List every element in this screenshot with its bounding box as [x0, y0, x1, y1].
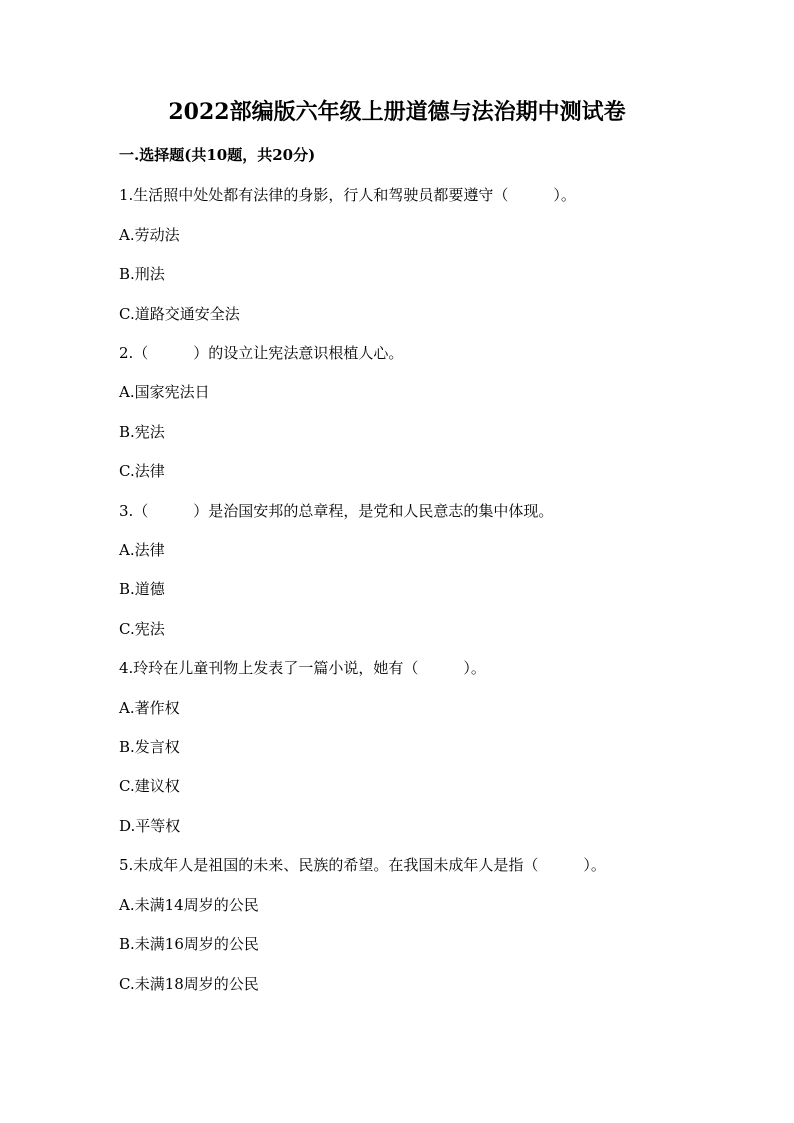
question-5-stem: 5.未成年人是祖国的未来、民族的希望。在我国未成年人是指（ ）。	[119, 856, 606, 874]
question-2-option-a: A.国家宪法日	[119, 383, 210, 401]
question-3-option-a: A.法律	[119, 541, 165, 559]
document-title: 2022部编版六年级上册道德与法治期中测试卷	[168, 99, 626, 125]
question-3-option-b: B.道德	[119, 580, 165, 598]
question-5-option-a: A.未满14周岁的公民	[119, 896, 259, 914]
question-5-option-b: B.未满16周岁的公民	[119, 935, 259, 953]
question-1-option-c: C.道路交通安全法	[119, 305, 240, 323]
question-4-option-d: D.平等权	[119, 817, 181, 835]
question-4-stem: 4.玲玲在儿童刊物上发表了一篇小说，她有（ ）。	[119, 659, 486, 677]
question-1-option-a: A.劳动法	[119, 226, 180, 244]
question-1-option-b: B.刑法	[119, 265, 165, 283]
question-2-stem: 2.（ ）的设立让宪法意识根植人心。	[119, 344, 404, 362]
question-1-stem: 1.生活照中处处都有法律的身影，行人和驾驶员都要遵守（ ）。	[119, 186, 576, 204]
question-4-option-a: A.著作权	[119, 699, 180, 717]
question-4-option-c: C.建议权	[119, 777, 180, 795]
question-3-stem: 3.（ ）是治国安邦的总章程，是党和人民意志的集中体现。	[119, 502, 554, 520]
question-2-option-c: C.法律	[119, 462, 165, 480]
section-heading: 一.选择题(共10题，共20分)	[119, 146, 316, 164]
question-5-option-c: C.未满18周岁的公民	[119, 975, 259, 993]
question-3-option-c: C.宪法	[119, 620, 165, 638]
question-4-option-b: B.发言权	[119, 738, 180, 756]
question-2-option-b: B.宪法	[119, 423, 165, 441]
